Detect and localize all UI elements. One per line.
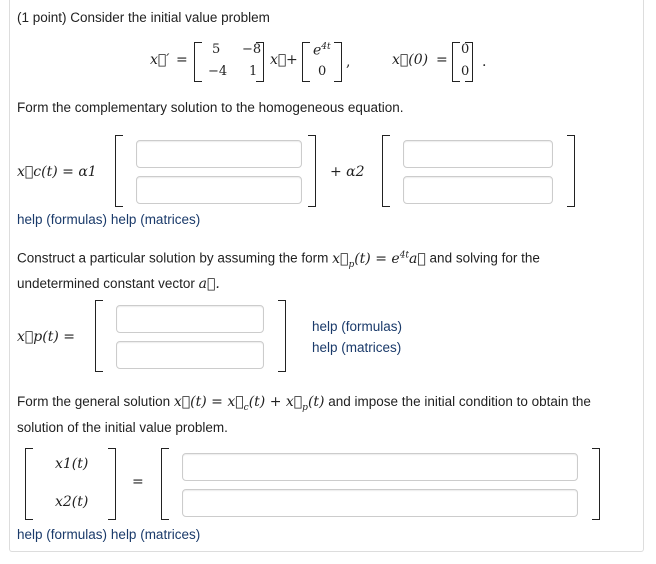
v1-right-bracket <box>308 135 316 207</box>
part1-instruction: Form the complementary solution to the homogeneous equation. <box>17 100 404 115</box>
matrix-left-bracket <box>194 42 202 82</box>
sol-left-bracket <box>161 448 169 520</box>
part3-help-formulas-link[interactable]: help (formulas) <box>17 527 108 542</box>
help-formulas-link[interactable]: help (formulas) <box>17 212 108 227</box>
x-right-bracket <box>108 448 116 520</box>
forcing-bottom: 0 <box>318 64 327 79</box>
plus-sign: + <box>286 52 298 68</box>
p-left-bracket <box>95 300 103 372</box>
x0-right-bracket <box>465 42 473 82</box>
part2-instruction: Construct a particular solution by assuming the form $x⃗_p(t)$ = $e^{4t}a⃗$ and solving for the undetermined constant vector a⃗. <box>17 250 540 293</box>
p-right-bracket <box>278 300 286 372</box>
matrix-a21: −4 <box>208 64 228 79</box>
v2-right-bracket <box>567 135 575 207</box>
x1-label: x1(t) <box>55 456 89 472</box>
v1-left-bracket <box>115 135 123 207</box>
x0-top: 0 <box>461 42 470 57</box>
problem-intro: (1 point) Consider the initial value problem <box>17 10 270 25</box>
particular-bottom-input[interactable] <box>116 341 264 369</box>
solution-equals: = <box>132 474 144 490</box>
forcing-left-bracket <box>302 42 310 82</box>
matrix-a22: 1 <box>249 64 258 79</box>
part2-help-formulas-link[interactable]: help (formulas) <box>312 319 403 334</box>
x0-bottom: 0 <box>461 64 470 79</box>
plus-alpha2: + α2 <box>330 164 365 180</box>
matrix-a11: 5 <box>212 42 221 57</box>
v1-top-input[interactable] <box>136 140 302 168</box>
x2-label: x2(t) <box>55 494 89 510</box>
part3-help-matrices-link[interactable]: help (matrices) <box>110 527 201 542</box>
sol-right-bracket <box>592 448 600 520</box>
comma: , <box>346 54 351 70</box>
v2-left-bracket <box>382 135 390 207</box>
x-vector: x⃗ <box>270 52 287 68</box>
matrix-a12: −8 <box>242 42 262 57</box>
v1-bottom-input[interactable] <box>136 176 302 204</box>
particular-top-input[interactable] <box>116 305 264 333</box>
x-zero: x⃗(0) <box>392 52 429 68</box>
part1-help-links <box>17 211 200 227</box>
general-solution-form: x⃗(t) = $x⃗_c(t)$ + $x⃗_p(t)$ <box>173 394 325 413</box>
solution-bottom-input[interactable] <box>182 489 578 517</box>
forcing-top: $e^{4t}$ <box>313 42 331 59</box>
v2-bottom-input[interactable] <box>403 176 553 204</box>
equals-sign: = <box>176 52 188 68</box>
x-prime: x⃗′ <box>150 52 170 68</box>
v2-top-input[interactable] <box>403 140 553 168</box>
particular-lhs: x⃗p(t) = <box>17 329 75 345</box>
ivp-equation <box>150 40 490 86</box>
x-zero-equals: = <box>436 52 448 68</box>
solution-top-input[interactable] <box>182 453 578 481</box>
forcing-right-bracket <box>334 42 342 82</box>
x0-left-bracket <box>452 42 460 82</box>
part2-help-matrices-link[interactable]: help (matrices) <box>312 340 402 355</box>
part3-help-links <box>17 526 200 542</box>
matrix-right-bracket <box>256 42 264 82</box>
a-vector: a⃗. <box>198 276 220 293</box>
part3-instruction: Form the general solution x⃗(t) = $x⃗_c(t)$ + $x⃗_p(t)$ and impose the initial condition to obtain the solution of the initial value problem. <box>17 394 591 435</box>
period: . <box>482 54 487 70</box>
complementary-lhs: x⃗c(t) = α1 <box>17 164 97 180</box>
help-matrices-link[interactable]: help (matrices) <box>110 212 201 227</box>
particular-form: $x⃗_p(t)$ = $e^{4t}a⃗$ <box>332 250 426 270</box>
x-left-bracket <box>25 448 33 520</box>
